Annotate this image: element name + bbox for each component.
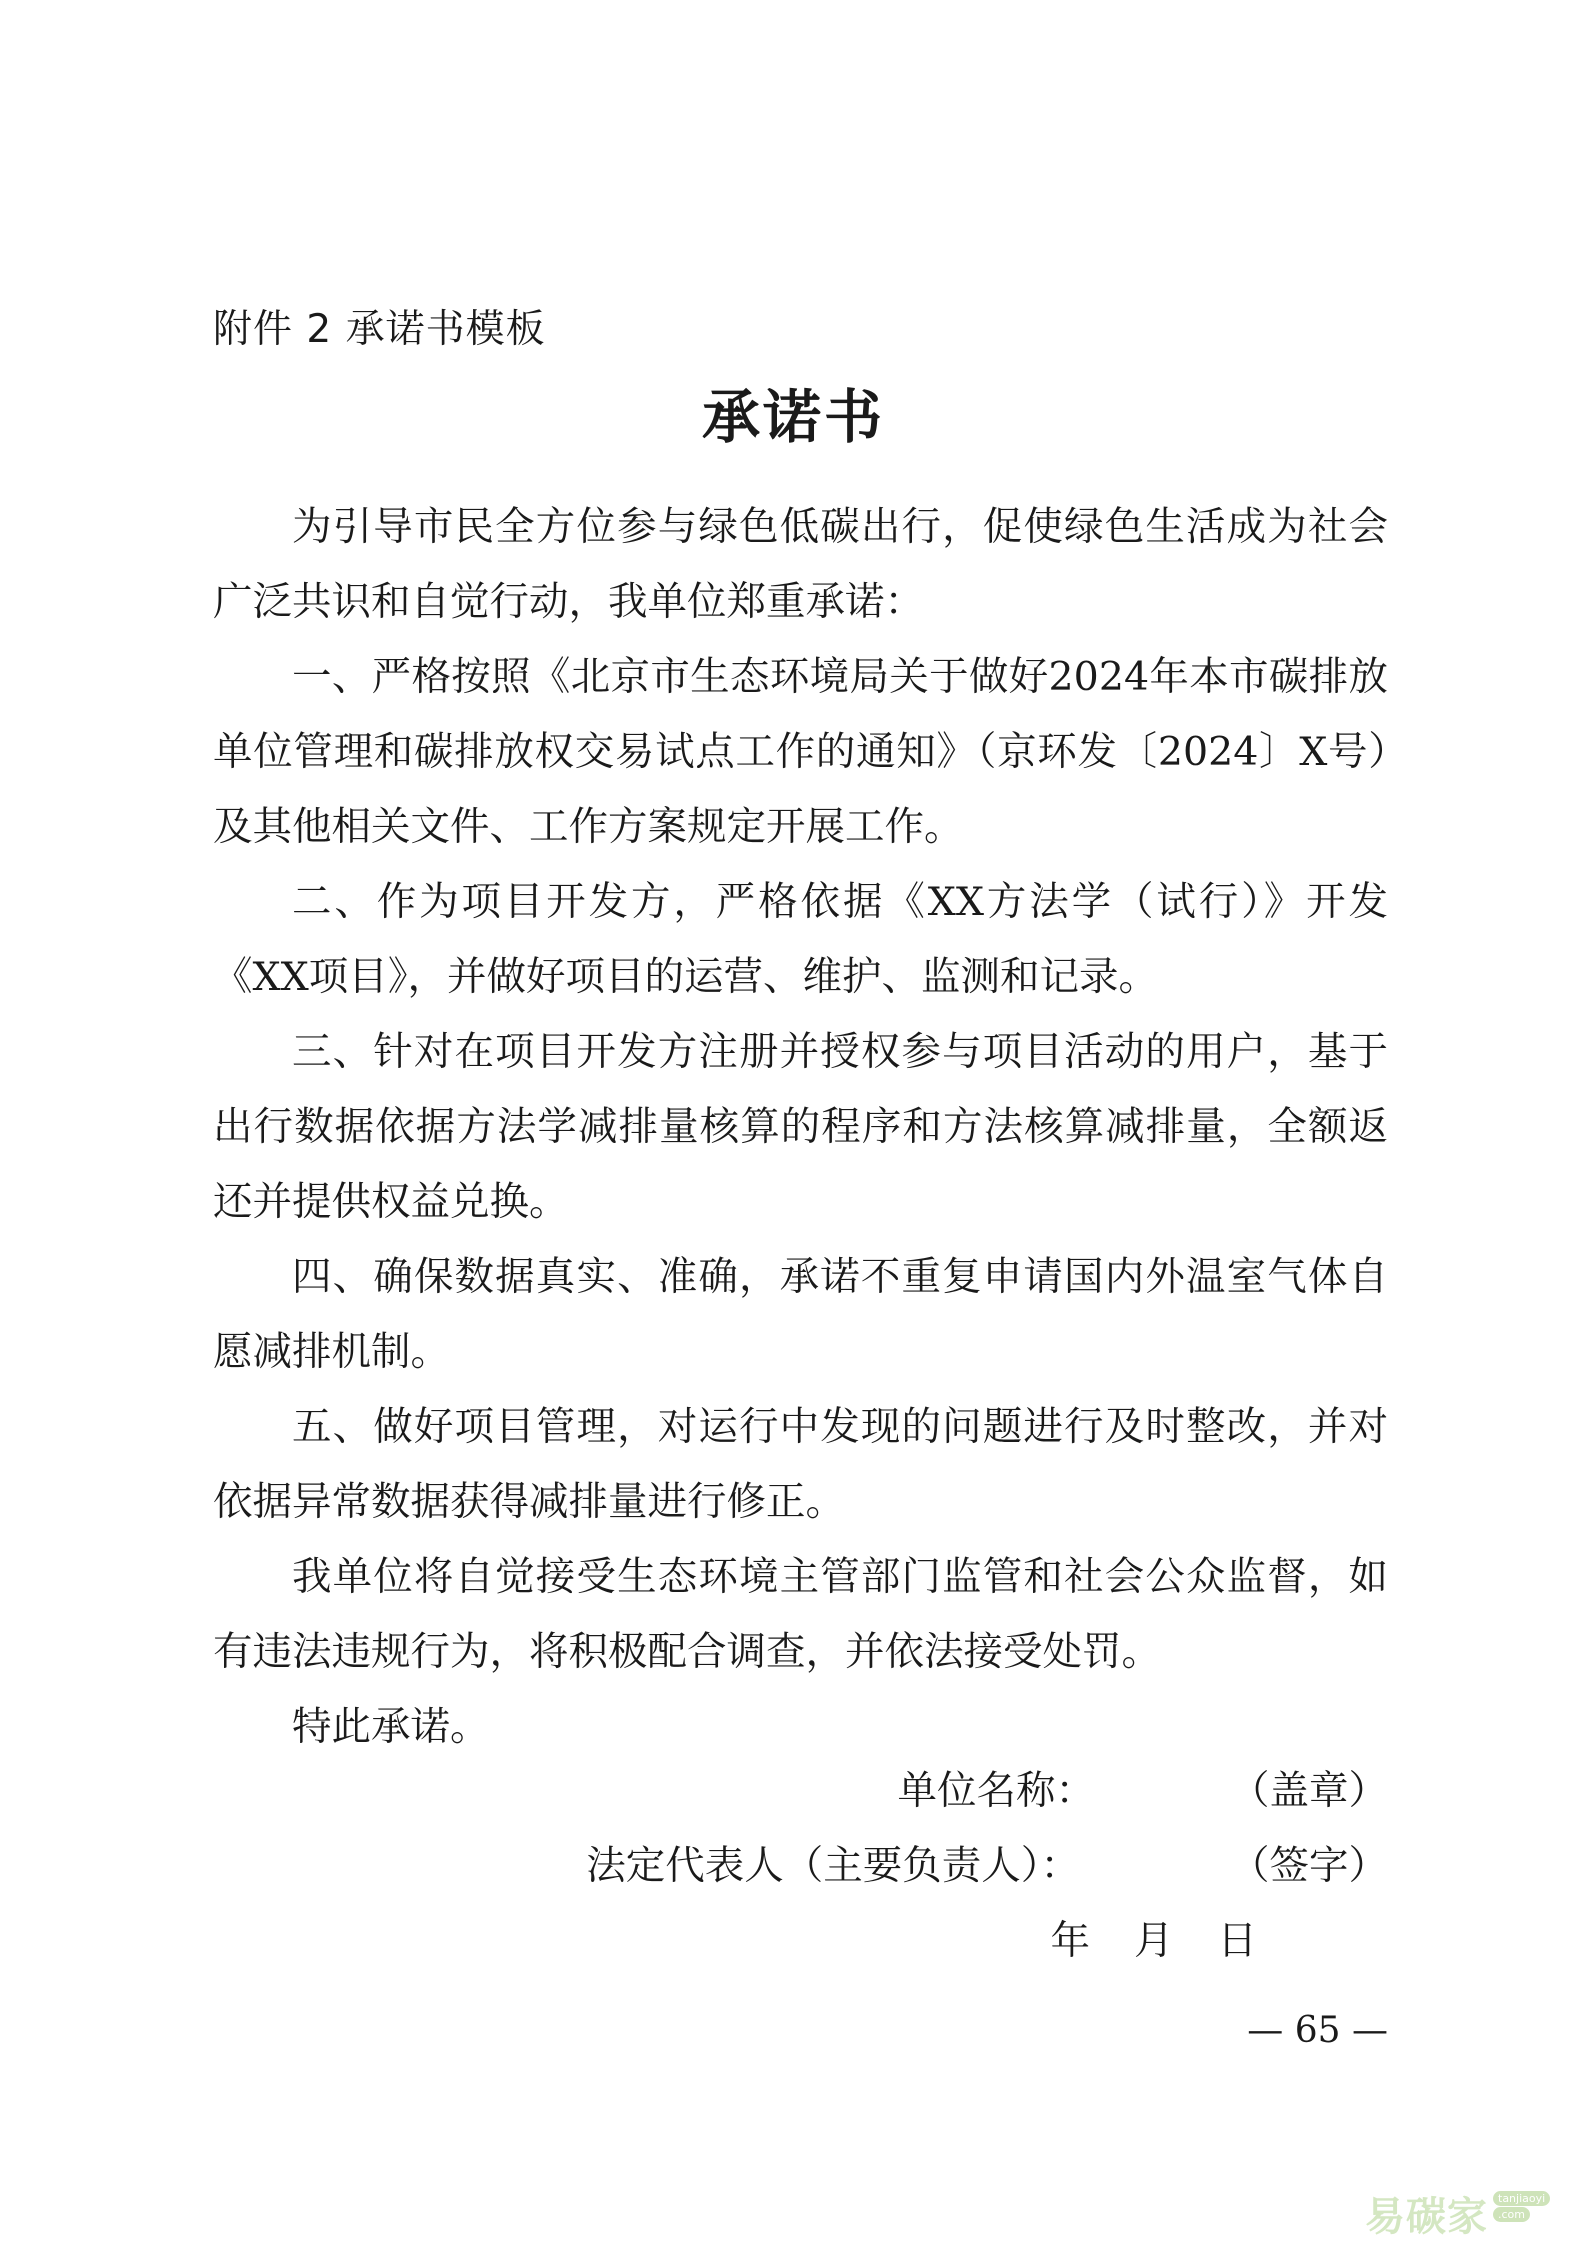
watermark-badge-domain: .com — [1493, 2207, 1530, 2222]
paragraph-item-5: 五、做好项目管理，对运行中发现的问题进行及时整改，并对依据异常数据获得减排量进行修正。 — [213, 1404, 1388, 1525]
paragraph-item-4: 四、确保数据真实、准确，承诺不重复申请国内外温室气体自愿减排机制。 — [213, 1254, 1388, 1375]
document-title: 承诺书 — [701, 383, 885, 451]
paragraph-item-3: 三、针对在项目开发方注册并授权参与项目活动的用户，基于出行数据依据方法学减排量核算的程序和方法核算减排量，全额返还并提供权益兑换。 — [213, 1029, 1388, 1225]
date-year: 年 — [1050, 1918, 1090, 1964]
unit-name-label: 单位名称： — [897, 1768, 1095, 1814]
signature-date-line — [1051, 1910, 1258, 1966]
date-month: 月 — [1134, 1918, 1174, 1964]
page-number: — 65 — — [1247, 2010, 1388, 2051]
watermark-text: 易碳家 — [1365, 2194, 1488, 2240]
paragraph-item-2: 二、作为项目开发方，严格依据《XX方法学（试行）》开发《XX项目》，并做好项目的运营、维护、监测和记录。 — [213, 879, 1388, 1000]
seal-note: （盖章） — [1230, 1768, 1388, 1814]
representative-label: 法定代表人（主要负责人）： — [586, 1843, 1080, 1889]
attachment-label: 附件 2 承诺书模板 — [213, 307, 546, 352]
signature-note: （签字） — [1230, 1843, 1388, 1889]
paragraph-closing: 特此承诺。 — [292, 1704, 490, 1750]
signature-unit-line — [898, 1760, 1389, 1816]
signature-representative-line — [586, 1835, 1388, 1891]
watermark-logo — [1365, 2185, 1565, 2240]
paragraph-supervision: 我单位将自觉接受生态环境主管部门监管和社会公众监督，如有违法违规行为，将积极配合调查，并依法接受处罚。 — [213, 1554, 1388, 1675]
paragraph-intro: 为引导市民全方位参与绿色低碳出行，促使绿色生活成为社会广泛共识和自觉行动，我单位郑重承诺： — [213, 504, 1388, 625]
paragraph-item-1: 一、严格按照《北京市生态环境局关于做好2024年本市碳排放单位管理和碳排放权交易试点工作的通知》（京环发〔2024〕X号）及其他相关文件、工作方案规定开展工作。 — [213, 654, 1388, 850]
watermark-badge: tanjiaoyi — [1493, 2191, 1550, 2206]
date-day: 日 — [1217, 1918, 1257, 1964]
document-body — [213, 490, 1388, 1765]
